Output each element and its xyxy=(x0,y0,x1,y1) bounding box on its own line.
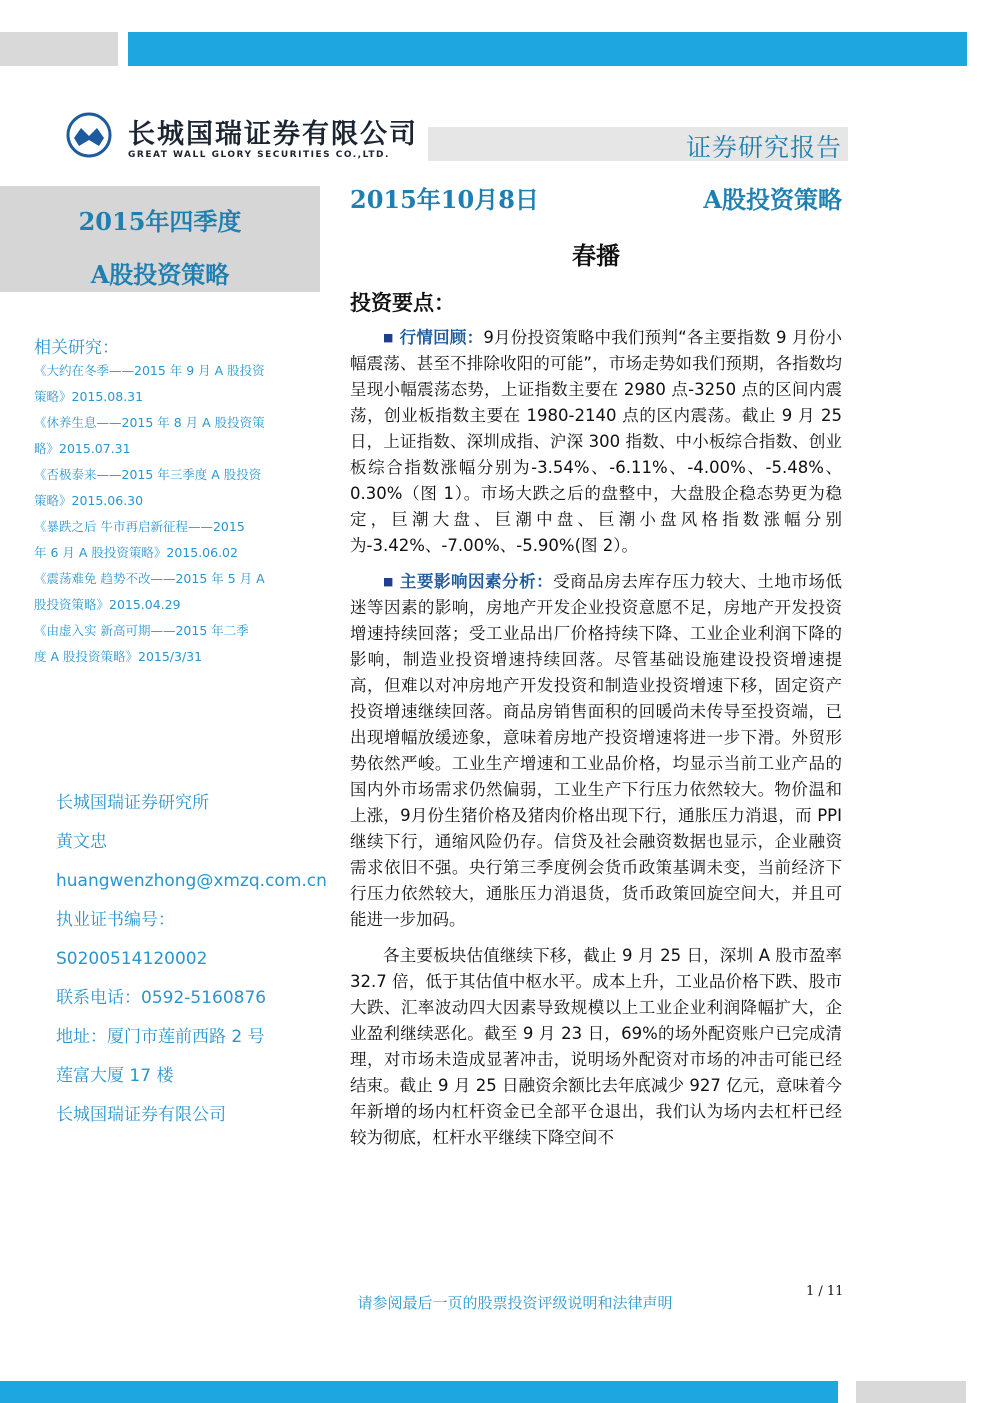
license-number: S0200514120002 xyxy=(56,949,208,969)
related-line[interactable]: 《震荡难免 趋势不改——2015 年 5 月 A xyxy=(34,571,265,586)
footer-gray-bar xyxy=(856,1381,966,1403)
square-bullet-icon: ■ xyxy=(383,331,394,344)
address-line2: 莲富大厦 17 楼 xyxy=(56,1066,174,1086)
key-points-heading: 投资要点： xyxy=(350,290,455,315)
company-name: 长城国瑞证券有限公司 xyxy=(56,1105,226,1125)
sidebar-title-line2: A股投资策略 xyxy=(90,260,230,289)
market-review-label: 行情回顾： xyxy=(399,328,484,347)
paragraph-market-review xyxy=(350,325,842,559)
related-line[interactable]: 《大约在冬季——2015 年 9 月 A 股投资 xyxy=(34,363,265,378)
related-line[interactable]: 《否极泰来——2015 年三季度 A 股投资 xyxy=(34,467,262,482)
paragraph-valuation: 各主要板块估值继续下移，截止 9 月 25 日，深圳 A 股市盈率 32.7 倍，低于其估值中枢水平。成本上升，工业品价格下跌、股市大跌、汇率波动四大因素导致规模以上工业企业利润降幅扩大，企业盈利继续恶化。截至 9 月 23 日，69%的场外配资账户已完成清理，对市场未造成显著冲击，说明场外配资对市场的冲击可能已经结束。截止 9 月 25 日融资余额比去年底减少 927 亿元，意味着今年新增的场内杠杆资金已全部平仓退出，我们认为场内去杠杆已经较为彻底，杠杆水平继续下降空间不 xyxy=(350,946,842,1147)
page-number: 1 / 11 xyxy=(806,1284,844,1299)
square-bullet-icon: ■ xyxy=(383,575,394,588)
phone: 联系电话：0592-5160876 xyxy=(56,988,267,1008)
report-title: 春播 xyxy=(572,241,620,270)
related-line[interactable]: 策略》2015.06.30 xyxy=(34,493,144,508)
paragraph-factors xyxy=(350,569,842,933)
related-line[interactable]: 度 A 股投资策略》2015/3/31 xyxy=(34,649,203,664)
factors-label: 主要影响因素分析： xyxy=(399,572,554,591)
address-line1: 地址：厦门市莲前西路 2 号 xyxy=(56,1027,265,1047)
company-name-cn: 长城国瑞证券有限公司 xyxy=(128,119,418,150)
research-institute: 长城国瑞证券研究所 xyxy=(56,793,209,813)
related-line[interactable]: 年 6 月 A 股投资策略》2015.06.02 xyxy=(34,545,238,560)
header-gray-bar xyxy=(0,32,118,66)
related-line[interactable]: 股投资策略》2015.04.29 xyxy=(34,597,181,612)
company-name-en: GREAT WALL GLORY SECURITIES CO.,LTD. xyxy=(128,150,390,160)
related-line[interactable]: 《休养生息——2015 年 8 月 A 股投资策 xyxy=(34,415,265,430)
related-line[interactable]: 策略》2015.08.31 xyxy=(34,389,144,404)
related-research-title: 相关研究： xyxy=(34,338,119,358)
footer-disclaimer: 请参阅最后一页的股票投资评级说明和法律声明 xyxy=(357,1294,673,1312)
market-review-text: 9月份投资策略中我们预判“各主要指数 9 月份小幅震荡、甚至不排除收阳的可能”，市场走势如我们预期，各指数均呈现小幅震荡态势，上证指数主要在 2980 点-3250 点的区间内震荡，创业板指数主要在 1980-2140 点的区内震荡。截止 9 月 25 日，上证指数、深圳成指、沪深 300 指数、中小板综合指数、创业板综合指数涨幅分别为-3.54%、-6.11%、-4.00%、-5.48%、0.30%（图 1）。市场大跌之后的盘整中，大盘股企稳态势更为稳定，巨潮大盘、巨潮中盘、巨潮小盘风格指数涨幅分别为-3.42%、-7.00%、-5.90%(图 2）。 xyxy=(350,328,842,555)
report-body xyxy=(350,325,842,1161)
license-label: 执业证书编号： xyxy=(56,910,175,930)
header-blue-bar xyxy=(128,32,967,66)
related-research-list xyxy=(34,358,302,670)
company-logo-icon xyxy=(66,112,112,158)
related-line[interactable]: 《由虚入实 新高可期——2015 年二季 xyxy=(34,623,249,638)
sidebar-title-line1: 2015年四季度 xyxy=(78,207,242,236)
factors-text: 受商品房去库存压力较大、土地市场低迷等因素的影响，房地产开发企业投资意愿不足，房地产开发投资增速持续回落；受工业品出厂价格持续下降、工业企业利润下降的影响，制造业投资增速持续回落。尽管基础设施建设投资增速提高，但难以对冲房地产开发投资和制造业投资增速下移，固定资产投资增速继续回落。商品房销售面积的回暖尚未传导至投资端，已出现增幅放缓迹象，意味着房地产投资增速将进一步下滑。外贸形势依然严峻。工业生产增速和工业品价格，均显示当前工业产品的国内外市场需求仍然偏弱，工业生产下行压力依然较大。物价温和上涨，9月份生猪价格及猪肉价格出现下行，通胀压力消退，而 PPI 继续下行，通缩风险仍存。信贷及社会融资数据也显示，企业融资需求依旧不强。央行第三季度例会货币政策基调未变，当前经济下行压力依然较大，通胀压力消退货，货币政策回旋空间大，并且可能进一步加码。 xyxy=(350,572,843,929)
analyst-contacts xyxy=(56,784,327,1135)
report-date: 2015年10月8日 xyxy=(350,185,539,214)
report-type-label: 证券研究报告 xyxy=(685,133,842,162)
report-category: A股投资策略 xyxy=(703,185,842,214)
related-line[interactable]: 略》2015.07.31 xyxy=(34,441,131,456)
footer-blue-bar xyxy=(0,1381,838,1403)
analyst-name: 黄文忠 xyxy=(56,832,107,852)
analyst-email[interactable]: huangwenzhong@xmzq.com.cn xyxy=(56,871,327,891)
related-line[interactable]: 《暴跌之后 牛市再启新征程——2015 xyxy=(34,519,245,534)
